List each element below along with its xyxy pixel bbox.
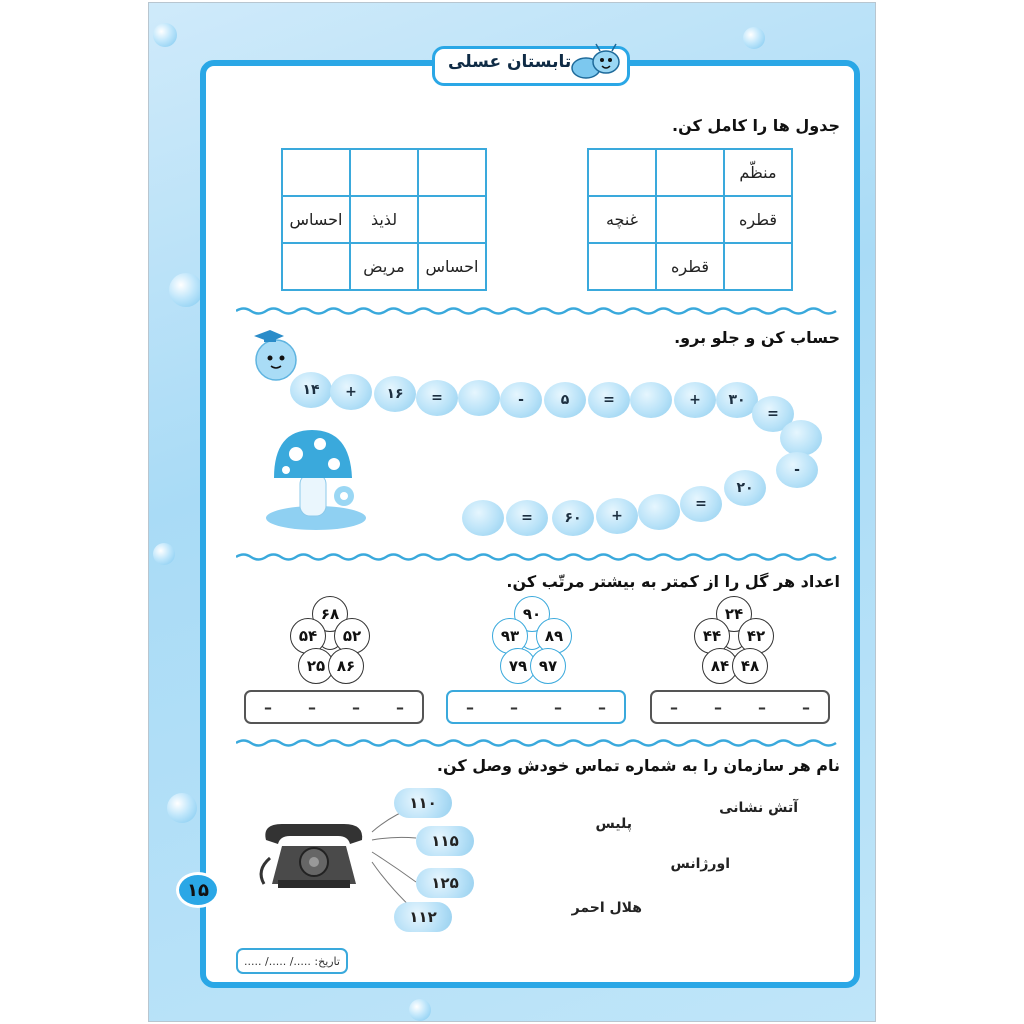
flower-petal-number: ۵۴ — [290, 618, 326, 654]
flower-petal-number: ۴۴ — [694, 618, 730, 654]
org-red-crescent[interactable]: هلال احمر — [571, 900, 642, 916]
caterpillar-segment[interactable] — [458, 380, 500, 416]
date-field[interactable]: تاریخ: ...../ ...../ ..... — [236, 948, 348, 974]
table-cell[interactable] — [418, 196, 486, 243]
bubble-decoration — [167, 793, 197, 823]
blank: – — [714, 697, 722, 717]
org-fire-department[interactable]: آتش نشانی — [719, 800, 798, 816]
table-cell[interactable] — [656, 196, 724, 243]
caterpillar-segment: = — [680, 486, 722, 522]
number-cloud[interactable]: ۱۲۵ — [416, 868, 474, 898]
caterpillar-segment[interactable] — [462, 500, 504, 536]
caterpillar-segment: + — [674, 382, 716, 418]
table-cell[interactable] — [724, 243, 792, 290]
table-cell[interactable] — [656, 149, 724, 196]
telephone-icon — [252, 818, 376, 894]
caterpillar-segment: ۲۰ — [724, 470, 766, 506]
caterpillar-segment: - — [776, 452, 818, 488]
caterpillar-segment: ۱۶ — [374, 376, 416, 412]
blank: – — [510, 697, 518, 717]
instruction-calculate: حساب کن و جلو برو. — [674, 328, 840, 347]
table-cell: غنچه — [588, 196, 656, 243]
table-cell: لذیذ — [350, 196, 418, 243]
blank: – — [308, 697, 316, 717]
caterpillar-segment: + — [330, 374, 372, 410]
table-cell: مریض — [350, 243, 418, 290]
caterpillar-segment: ۶۰ — [552, 500, 594, 536]
caterpillar-segment[interactable] — [780, 420, 822, 456]
blank: – — [758, 697, 766, 717]
flower-petal-number: ۷۹ — [500, 648, 536, 684]
answer-box[interactable] — [650, 690, 830, 724]
flower-petal-number: ۸۹ — [536, 618, 572, 654]
caterpillar-segment: + — [596, 498, 638, 534]
caterpillar-segment: - — [500, 382, 542, 418]
flower-petal-number: ۵۲ — [334, 618, 370, 654]
flower-petal-number: ۸۴ — [702, 648, 738, 684]
blank: – — [396, 697, 404, 717]
caterpillar-segment: = — [588, 382, 630, 418]
number-cloud[interactable]: ۱۱۵ — [416, 826, 474, 856]
caterpillar-segment: = — [752, 396, 794, 432]
blank: – — [554, 697, 562, 717]
bubble-decoration — [743, 27, 765, 49]
flower-petal-number: ۲۵ — [298, 648, 334, 684]
wave-divider — [236, 306, 840, 316]
table-right — [587, 148, 793, 291]
table-cell[interactable] — [282, 243, 350, 290]
blank: – — [352, 697, 360, 717]
table-left — [281, 148, 487, 291]
wave-divider — [236, 738, 840, 748]
caterpillar-segment: ۳۰ — [716, 382, 758, 418]
flower-petal-number: ۸۶ — [328, 648, 364, 684]
table-cell[interactable] — [418, 149, 486, 196]
flower-petal-number: ۹۰ — [514, 596, 550, 632]
table-cell: منظّم — [724, 149, 792, 196]
caterpillar-segment: ۵ — [544, 382, 586, 418]
instruction-match-organizations: نام هر سازمان را به شماره تماس خودش وصل کن. — [436, 756, 840, 775]
answer-box[interactable] — [446, 690, 626, 724]
flower-petal-number: ۴۸ — [732, 648, 768, 684]
flower-petal-number: ۴۲ — [738, 618, 774, 654]
caterpillar-head-icon — [248, 324, 304, 384]
table-cell: احساس — [418, 243, 486, 290]
caterpillar-segment[interactable] — [630, 382, 672, 418]
table-cell: احساس — [282, 196, 350, 243]
page-title: تابستان عسلی — [448, 52, 572, 72]
flower-petal-number: ۶۸ — [312, 596, 348, 632]
bubble-decoration — [169, 273, 203, 307]
org-emergency[interactable]: اورژانس — [670, 856, 730, 872]
page-number: ۱۵ — [176, 872, 220, 908]
blank: – — [802, 697, 810, 717]
blank: – — [670, 697, 678, 717]
table-cell[interactable] — [350, 149, 418, 196]
wave-divider — [236, 552, 840, 562]
number-cloud[interactable]: ۱۱۲ — [394, 902, 452, 932]
bubble-decoration — [153, 23, 177, 47]
mushroom-icon — [264, 426, 370, 534]
table-cell[interactable] — [588, 243, 656, 290]
table-cell[interactable] — [282, 149, 350, 196]
flower-petal-number: ۲۴ — [716, 596, 752, 632]
table-cell: قطره — [656, 243, 724, 290]
blank: – — [264, 697, 272, 717]
table-cell: قطره — [724, 196, 792, 243]
bubble-decoration — [409, 999, 431, 1021]
flower-petal-number: ۹۳ — [492, 618, 528, 654]
instruction-sort-numbers: اعداد هر گل را از کمتر به بیشتر مرتّب کن. — [506, 572, 840, 591]
instruction-complete-tables: جدول ها را کامل کن. — [672, 116, 840, 135]
bee-honey-icon — [566, 42, 624, 84]
flower-petal-number: ۹۷ — [530, 648, 566, 684]
org-police[interactable]: پلیس — [595, 816, 632, 832]
blank: – — [598, 697, 606, 717]
caterpillar-segment[interactable] — [638, 494, 680, 530]
caterpillar-segment: ۱۴ — [290, 372, 332, 408]
caterpillar-segment: = — [506, 500, 548, 536]
number-cloud[interactable]: ۱۱۰ — [394, 788, 452, 818]
table-cell[interactable] — [588, 149, 656, 196]
caterpillar-segment: = — [416, 380, 458, 416]
blank: – — [466, 697, 474, 717]
answer-box[interactable] — [244, 690, 424, 724]
bubble-decoration — [153, 543, 175, 565]
